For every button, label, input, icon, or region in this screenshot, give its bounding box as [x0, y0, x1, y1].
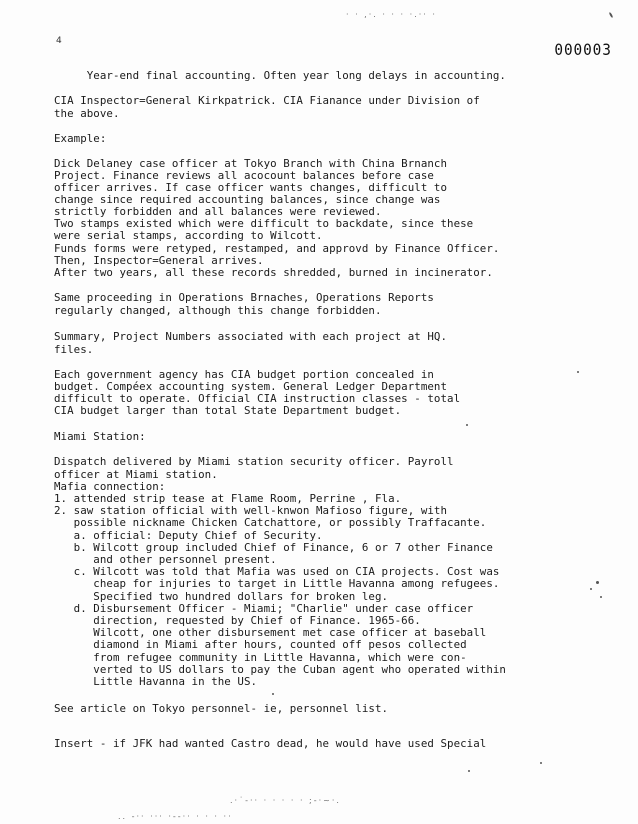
list-item: direction, requested by Chief of Finance. 1965-66. — [54, 614, 421, 627]
text-line: Two stamps existed which were difficult to backdate, since these — [54, 217, 474, 230]
text-line: Then, Inspector=General arrives. — [54, 254, 264, 267]
list-item: diamond in Miami after hours, counted off pesos collected — [54, 638, 467, 651]
text-line: officer arrives. If case officer wants changes, difficult to — [54, 181, 448, 194]
list-item: from refugee community in Little Havanna, which were con- — [54, 651, 467, 664]
list-item: b. Wilcott group included Chief of Finance, 6 or 7 other Finance — [54, 541, 493, 554]
text-line: difficult to operate. Official CIA instruction classes - total — [54, 392, 461, 405]
text-line: Same proceeding in Operations Brnaches, Operations Reports — [54, 291, 434, 304]
scan-speck — [600, 596, 602, 598]
scan-speck — [466, 424, 468, 426]
scan-speck — [468, 770, 470, 772]
scan-speck — [272, 693, 274, 695]
text-line: strictly forbidden and all balances were reviewed. — [54, 205, 382, 218]
text-line: files. — [54, 343, 94, 356]
text-line: the above. — [54, 107, 120, 120]
text-line: Project. Finance reviews all acocount balances before case — [54, 169, 434, 182]
scan-speck — [577, 371, 579, 373]
list-item: Wilcott, one other disbursement met case officer at baseball — [54, 626, 487, 639]
text-line: officer at Miami station. — [54, 468, 218, 481]
text-line: Dick Delaney case officer at Tokyo Branch with China Brnanch — [54, 157, 448, 170]
text-line: CIA Inspector=General Kirkpatrick. CIA Fianance under Division of — [54, 94, 480, 107]
scan-noise-top: · · ,·. · · · ·.·· · — [346, 10, 437, 19]
scan-noise-bottom: .. -·· ··· ·--·· · · · ·· — [118, 812, 233, 821]
text-line: regularly changed, although this change forbidden. — [54, 304, 382, 317]
text-line: Summary, Project Numbers associated with each project at HQ. — [54, 330, 448, 343]
section-heading: Miami Station: — [54, 430, 146, 443]
list-item: 1. attended strip tease at Flame Room, Perrine , Fla. — [54, 492, 402, 505]
list-item: c. Wilcott was told that Mafia was used on CIA projects. Cost was — [54, 565, 500, 578]
list-item: 2. saw station official with well-knwon Mafioso figure, with — [54, 504, 448, 517]
document-number: 000003 — [554, 40, 612, 59]
list-item: a. official: Deputy Chief of Security. — [54, 529, 323, 542]
scan-noise-bottom: .·˙-·· · · · · · ;-·~·. — [230, 796, 341, 805]
scan-speck — [596, 581, 599, 584]
text-line: Funds forms were retyped, restamped, and approvd by Finance Officer. — [54, 242, 500, 255]
text-line: Insert - if JFK had wanted Castro dead, he would have used Special — [54, 737, 487, 750]
section-heading: Example: — [54, 132, 107, 145]
list-item: Specified two hundred dollars for broken leg. — [54, 590, 389, 603]
scan-speck — [590, 588, 592, 590]
text-line: budget. Compéex accounting system. General Ledger Department — [54, 380, 448, 393]
list-item: Little Havanna in the US. — [54, 675, 258, 688]
text-line: Year-end final accounting. Often year long delays in accounting. — [54, 69, 506, 82]
list-item: d. Disbursement Officer - Miami; "Charlie" under case officer — [54, 602, 474, 615]
text-line: Dispatch delivered by Miami station security officer. Payroll — [54, 455, 454, 468]
text-line: After two years, all these records shredded, burned in incinerator. — [54, 266, 493, 279]
text-line: change since required accounting balances, since change was — [54, 193, 441, 206]
text-line: Mafia connection: — [54, 480, 166, 493]
text-line: See article on Tokyo personnel- ie, personnel list. — [54, 702, 389, 715]
list-item: and other personnel present. — [54, 553, 277, 566]
scan-speck — [540, 762, 542, 764]
list-item: cheap for injuries to target in Little Havanna among refugees. — [54, 577, 500, 590]
list-item: possible nickname Chicken Catchattore, or possibly Traffacante. — [54, 516, 487, 529]
page-mark: 4 — [56, 36, 62, 46]
text-line: CIA budget larger than total State Department budget. — [54, 404, 402, 417]
text-line: Each government agency has CIA budget portion concealed in — [54, 368, 434, 381]
text-line: were serial stamps, according to Wilcott. — [54, 229, 323, 242]
list-item: verted to US dollars to pay the Cuban agent who operated within — [54, 663, 506, 676]
scan-speck — [609, 12, 614, 18]
